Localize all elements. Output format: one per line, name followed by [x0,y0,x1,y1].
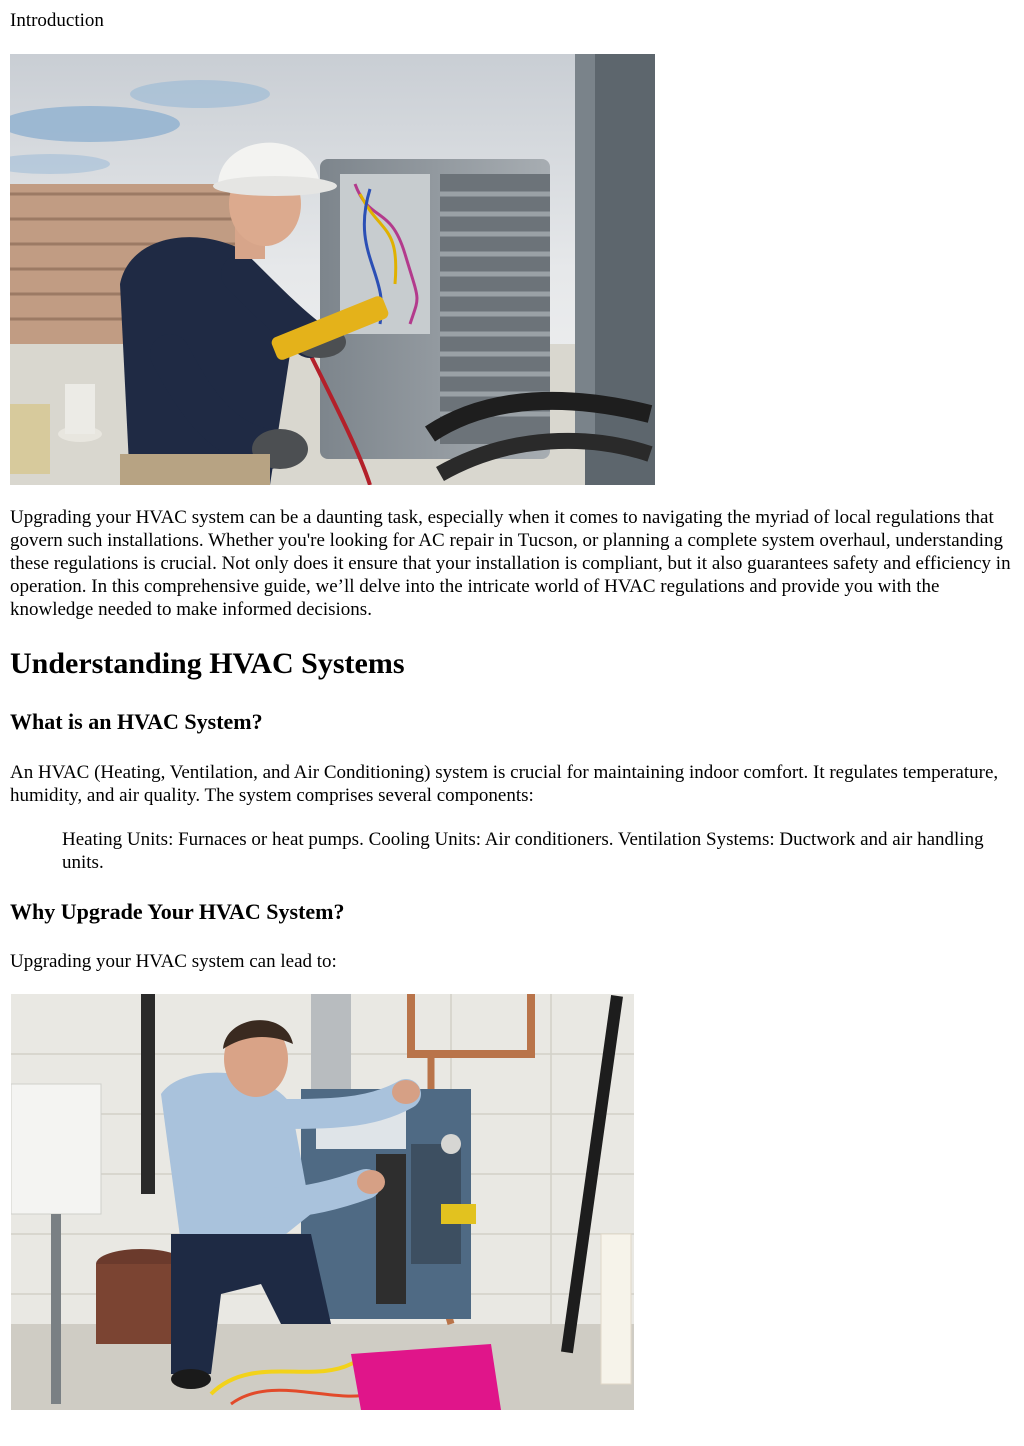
subheading-what-is-hvac: What is an HVAC System? [10,709,263,734]
why-upgrade-paragraph: Upgrading your HVAC system can lead to: [10,951,337,972]
furnace-technician-illustration [11,994,634,1410]
rooftop-technician-illustration [10,54,655,485]
section-heading-understanding-hvac: Understanding HVAC Systems [10,647,405,680]
what-is-hvac-paragraph: An HVAC (Heating, Ventilation, and Air Conditioning) system is crucial for maintaining indoor comfort. It regulates temperature, humidity, and air quality. The system comprises several components: [10,762,999,806]
subheading-why-upgrade: Why Upgrade Your HVAC System? [10,899,345,924]
furnace-technician-photo [11,994,634,1410]
rooftop-technician-photo [10,54,655,485]
hvac-components-blockquote: Heating Units: Furnaces or heat pumps. Cooling Units: Air conditioners. Ventilation Systems: Ductwork and air handling units. [62,829,984,873]
intro-paragraph: Upgrading your HVAC system can be a daunting task, especially when it comes to navigating the myriad of local regulations that govern such installations. Whether you're looking for AC repair in Tucson, or planning a complete system overhaul, understanding these regulations is crucial. Not only does it ensure that your installation is compliant, but it also guarantees safety and efficiency in operation. In this comprehensive guide, we’ll delve into the intricate world of HVAC regulations and provide you with the knowledge needed to make informed decisions. [10,507,1011,620]
intro-label: Introduction [10,10,104,31]
